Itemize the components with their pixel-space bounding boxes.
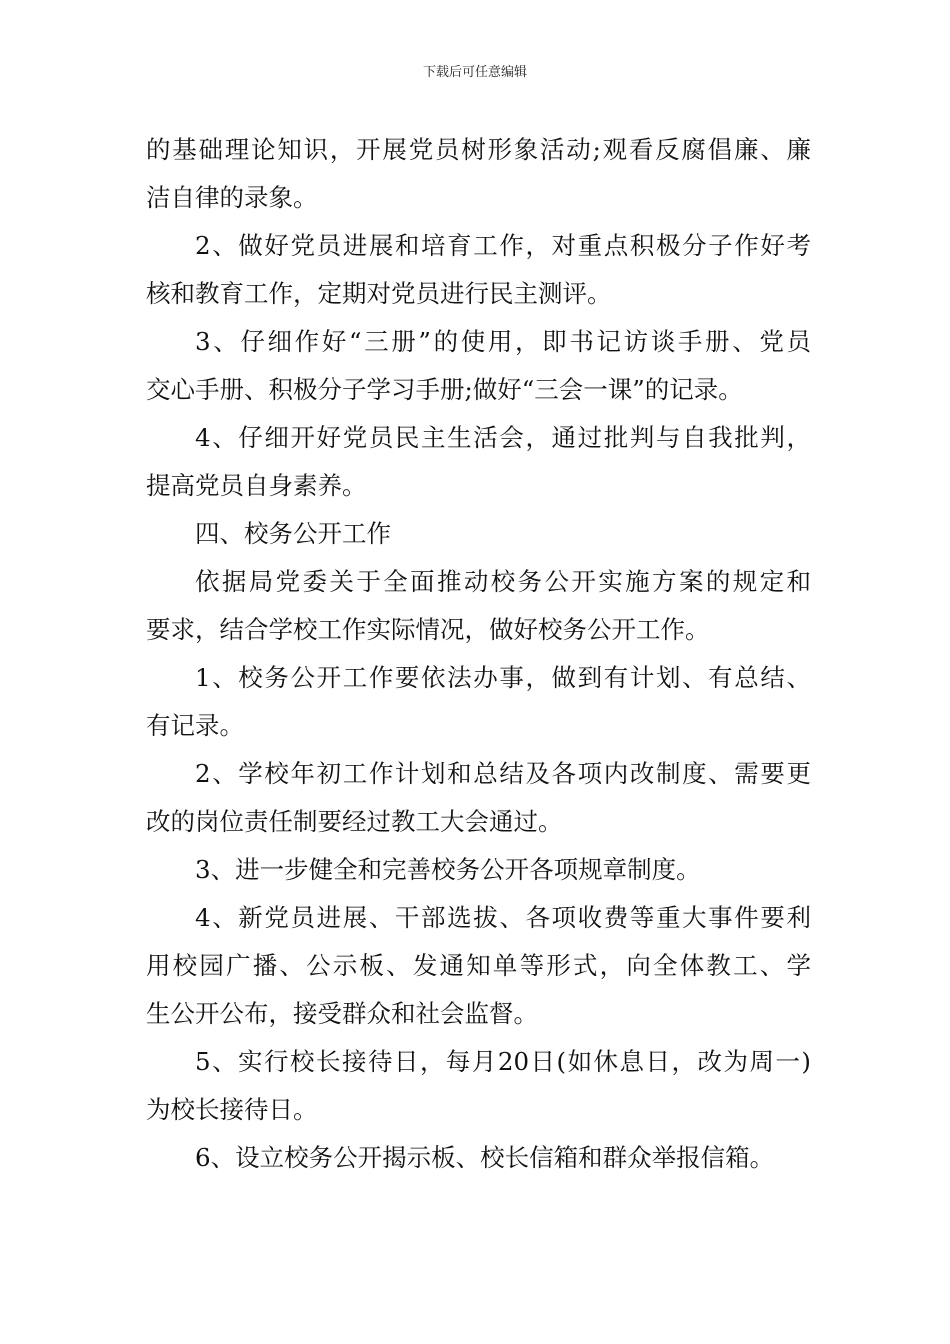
text-line: 1、校务公开工作要依法办事，做到有计划、有总结、 (195, 663, 811, 692)
page-header: 下载后可任意编辑 (422, 65, 527, 80)
text-line: 要求，结合学校工作实际情况，做好校务公开工作。 (146, 615, 710, 644)
text-line: 4、新党员进展、干部选拔、各项收费等重大事件要利 (195, 903, 811, 932)
text-line: 3、进一步健全和完善校务公开各项规章制度。 (195, 855, 701, 884)
text-line: 改的岗位责任制要经过教工大会通过。 (146, 807, 563, 836)
text-line: 为校长接待日。 (146, 1095, 318, 1124)
text-line: 提高党员自身素养。 (146, 471, 367, 500)
text-line: 2、学校年初工作计划和总结及各项内改制度、需要更 (195, 759, 811, 788)
text-line: 交心手册、积极分子学习手册;做好“三会一课”的记录。 (146, 375, 743, 404)
text-line: 核和教育工作，定期对党员进行民主测评。 (146, 279, 612, 308)
text-line: 3、仔细作好“三册”的使用，即书记访谈手册、党员 (195, 327, 811, 356)
text-line: 有记录。 (146, 711, 244, 740)
text-line: 的基础理论知识，开展党员树形象活动;观看反腐倡廉、廉 (146, 135, 811, 164)
text-line: 洁自律的录象。 (146, 183, 318, 212)
text-line: 5、实行校长接待日，每月20日(如休息日，改为周一) (195, 1047, 811, 1076)
text-line: 4、仔细开好党员民主生活会，通过批判与自我批判， (195, 423, 811, 452)
text-line: 四、校务公开工作 (195, 519, 391, 548)
document-body (146, 126, 811, 1182)
text-line: 依据局党委关于全面推动校务公开实施方案的规定和 (195, 567, 811, 596)
text-line: 2、做好党员进展和培育工作，对重点积极分子作好考 (195, 231, 811, 260)
text-line: 6、设立校务公开揭示板、校长信箱和群众举报信箱。 (195, 1143, 775, 1172)
text-line: 用校园广播、公示板、发通知单等形式，向全体教工、学 (146, 951, 811, 980)
text-line: 生公开公布，接受群众和社会监督。 (146, 999, 538, 1028)
